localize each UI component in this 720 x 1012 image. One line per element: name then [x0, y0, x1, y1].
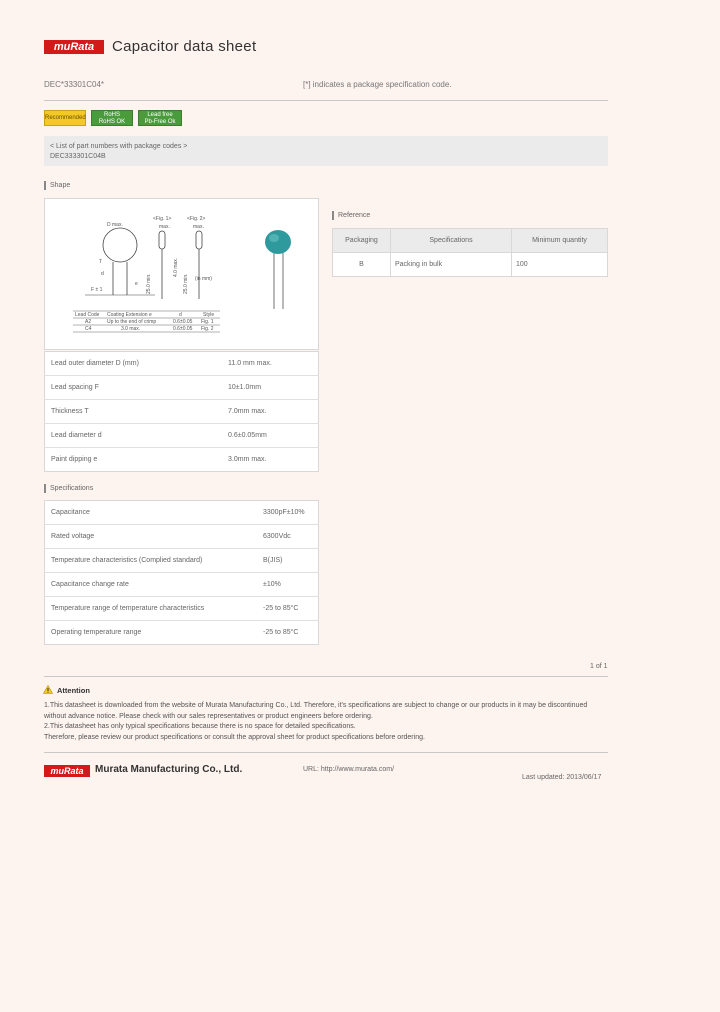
attention-line: without advance notice. Please check with our sales representatives or product engineers before ordering.: [44, 712, 373, 720]
table-row: [333, 253, 608, 277]
dim-label: Thickness T: [45, 400, 223, 424]
ref-cell-qty: 100: [512, 253, 608, 277]
pb-free-badge: [138, 110, 182, 126]
dim-value: 3.0mm max.: [228, 456, 267, 463]
lead-table-h2: d: [179, 312, 182, 318]
attention-line: Therefore, please review our product specifications or consult the approval sheet for product specifications before ordering.: [44, 733, 425, 741]
murata-logo: muRata: [44, 40, 104, 54]
spec-value: 3300pF±10%: [257, 501, 319, 525]
table-row: [45, 501, 319, 525]
recommended-badge: Recommended: [44, 110, 86, 126]
table-header-row: [333, 229, 608, 253]
last-updated: Last updated: 2013/06/17: [522, 774, 602, 781]
lead-table-r0c3: Fig. 1: [201, 319, 214, 325]
spec-value: -25 to 85°C: [257, 597, 319, 621]
table-row: [45, 400, 319, 424]
fig1-body: [159, 231, 165, 249]
fig2-label: <Fig. 2>: [187, 216, 206, 222]
t-label: T: [99, 259, 103, 265]
ref-header-specifications: Specifications: [391, 229, 512, 253]
spec-label: Operating temperature range: [51, 629, 142, 636]
spec-value: B(JIS): [257, 549, 319, 573]
shape-section-label: Shape: [44, 181, 70, 190]
header-divider: [44, 100, 608, 101]
footer-company-name: Murata Manufacturing Co., Ltd.: [95, 764, 243, 775]
lead-table-r1c0: C4: [85, 326, 92, 332]
height-label: 4.0 max.: [173, 257, 179, 277]
dim-label: Lead diameter d: [45, 424, 223, 448]
footer-murata-logo: muRata: [44, 765, 90, 777]
specifications-section-label: Specifications: [44, 484, 93, 493]
pb-free-badge-line2: Pb-Free Ok: [144, 119, 176, 125]
attention-line: 2.This datasheet has only typical specifications because there is no space for detailed specifications.: [44, 723, 356, 730]
package-code-note: [*] indicates a package specification code.: [303, 80, 452, 89]
spec-value: 6300Vdc: [257, 525, 319, 549]
dim-label: Lead outer diameter D (mm): [45, 352, 223, 376]
fig1-label: <Fig. 1>: [153, 216, 172, 222]
table-row: [45, 424, 319, 448]
disc-outline: [103, 228, 137, 262]
fig1-length-label: 25.0 min.: [146, 273, 152, 294]
table-row: [45, 621, 319, 645]
spec-label: Temperature characteristics (Complied standard): [45, 549, 258, 573]
lead-table-h0: Lead Code: [75, 312, 100, 318]
reference-section-label: Reference: [332, 211, 370, 220]
lead-table-r1c2: 0.6±0.05: [173, 326, 193, 332]
pb-free-badge-line1: Lead free: [147, 112, 173, 118]
rohs-badge-line1: RoHS: [103, 112, 120, 118]
dim-label: Lead spacing F: [45, 376, 223, 400]
lead-table-h3: Style: [203, 312, 215, 318]
spec-label: Rated voltage: [45, 525, 258, 549]
attention-body: [44, 701, 614, 743]
package-list-item: DEC333301C04B: [50, 153, 106, 160]
reference-table: [332, 228, 608, 277]
lead-table-r0c0: A2: [85, 319, 92, 325]
fig1-max-label: max.: [159, 224, 170, 230]
package-list-box: [44, 136, 608, 166]
d-label: d: [101, 271, 104, 277]
lead-table-r0c2: 0.6±0.05: [173, 319, 193, 325]
table-row: [45, 573, 319, 597]
lead-table-h1: Coating Extension e: [107, 312, 152, 318]
lead-code-table: [73, 311, 220, 332]
capacitor-photo: [265, 230, 291, 309]
rohs-badge-line2: RoHS OK: [98, 119, 126, 125]
table-row: [45, 549, 319, 573]
fig2-max-label: max.: [193, 224, 204, 230]
package-list-heading: < List of part numbers with package codes >: [50, 143, 188, 150]
rohs-badge: [91, 110, 133, 126]
table-row: [45, 352, 319, 376]
attention-title: Attention: [57, 686, 90, 695]
spec-label: Temperature range of temperature characteristics: [45, 597, 258, 621]
lead-shape-drawing: [45, 199, 318, 349]
fig2-body: [196, 231, 202, 249]
table-row: [45, 597, 319, 621]
attention-divider: [44, 676, 608, 677]
footer-divider: [44, 752, 608, 753]
ref-cell-packaging: B: [333, 253, 391, 277]
part-number: DEC*33301C04*: [44, 80, 105, 89]
d-max-label: D max.: [107, 222, 123, 228]
shape-diagram-box: [44, 198, 319, 350]
dim-value: 0.6±0.05mm: [222, 424, 319, 448]
spec-label: Capacitance: [45, 501, 258, 525]
dim-label: Paint dipping e: [51, 456, 98, 463]
lead-table-r1c1: 3.0 max.: [121, 326, 141, 332]
ref-header-min-qty: Minimum quantity: [512, 229, 608, 253]
table-row: [45, 376, 319, 400]
specifications-table: [44, 500, 319, 645]
page-title: Capacitor data sheet: [112, 38, 257, 55]
f-label: F ± 1: [91, 287, 103, 293]
dimensions-table: [44, 351, 319, 472]
table-row: [45, 448, 319, 472]
lead-table-r1c3: Fig. 2: [201, 326, 214, 332]
e-label: e: [135, 281, 138, 287]
warning-icon: [43, 685, 53, 694]
footer-url[interactable]: URL: http://www.murata.com/: [303, 766, 395, 773]
dim-value: 10±1.0mm: [222, 376, 319, 400]
dim-value: 7.0mm max.: [222, 400, 319, 424]
ref-header-packaging: Packaging: [333, 229, 391, 253]
spec-value: -25 to 85°C: [263, 629, 299, 636]
lead-table-r0c1: Up to the end of crimp: [107, 319, 157, 325]
spec-value: ±10%: [257, 573, 319, 597]
spec-label: Capacitance change rate: [45, 573, 258, 597]
unit-label: (in mm): [195, 276, 212, 282]
ref-cell-spec: Packing in bulk: [391, 253, 512, 277]
fig2-length-label: 25.0 min.: [183, 273, 189, 294]
dim-value: 11.0 mm max.: [222, 352, 319, 376]
page-number: 1 of 1: [590, 663, 608, 670]
table-row: [45, 525, 319, 549]
attention-line: 1.This datasheet is downloaded from the website of Murata Manufacturing Co., Ltd. Therefore, it's specifications are subject to change or our products in it may be discontinued: [44, 702, 588, 709]
